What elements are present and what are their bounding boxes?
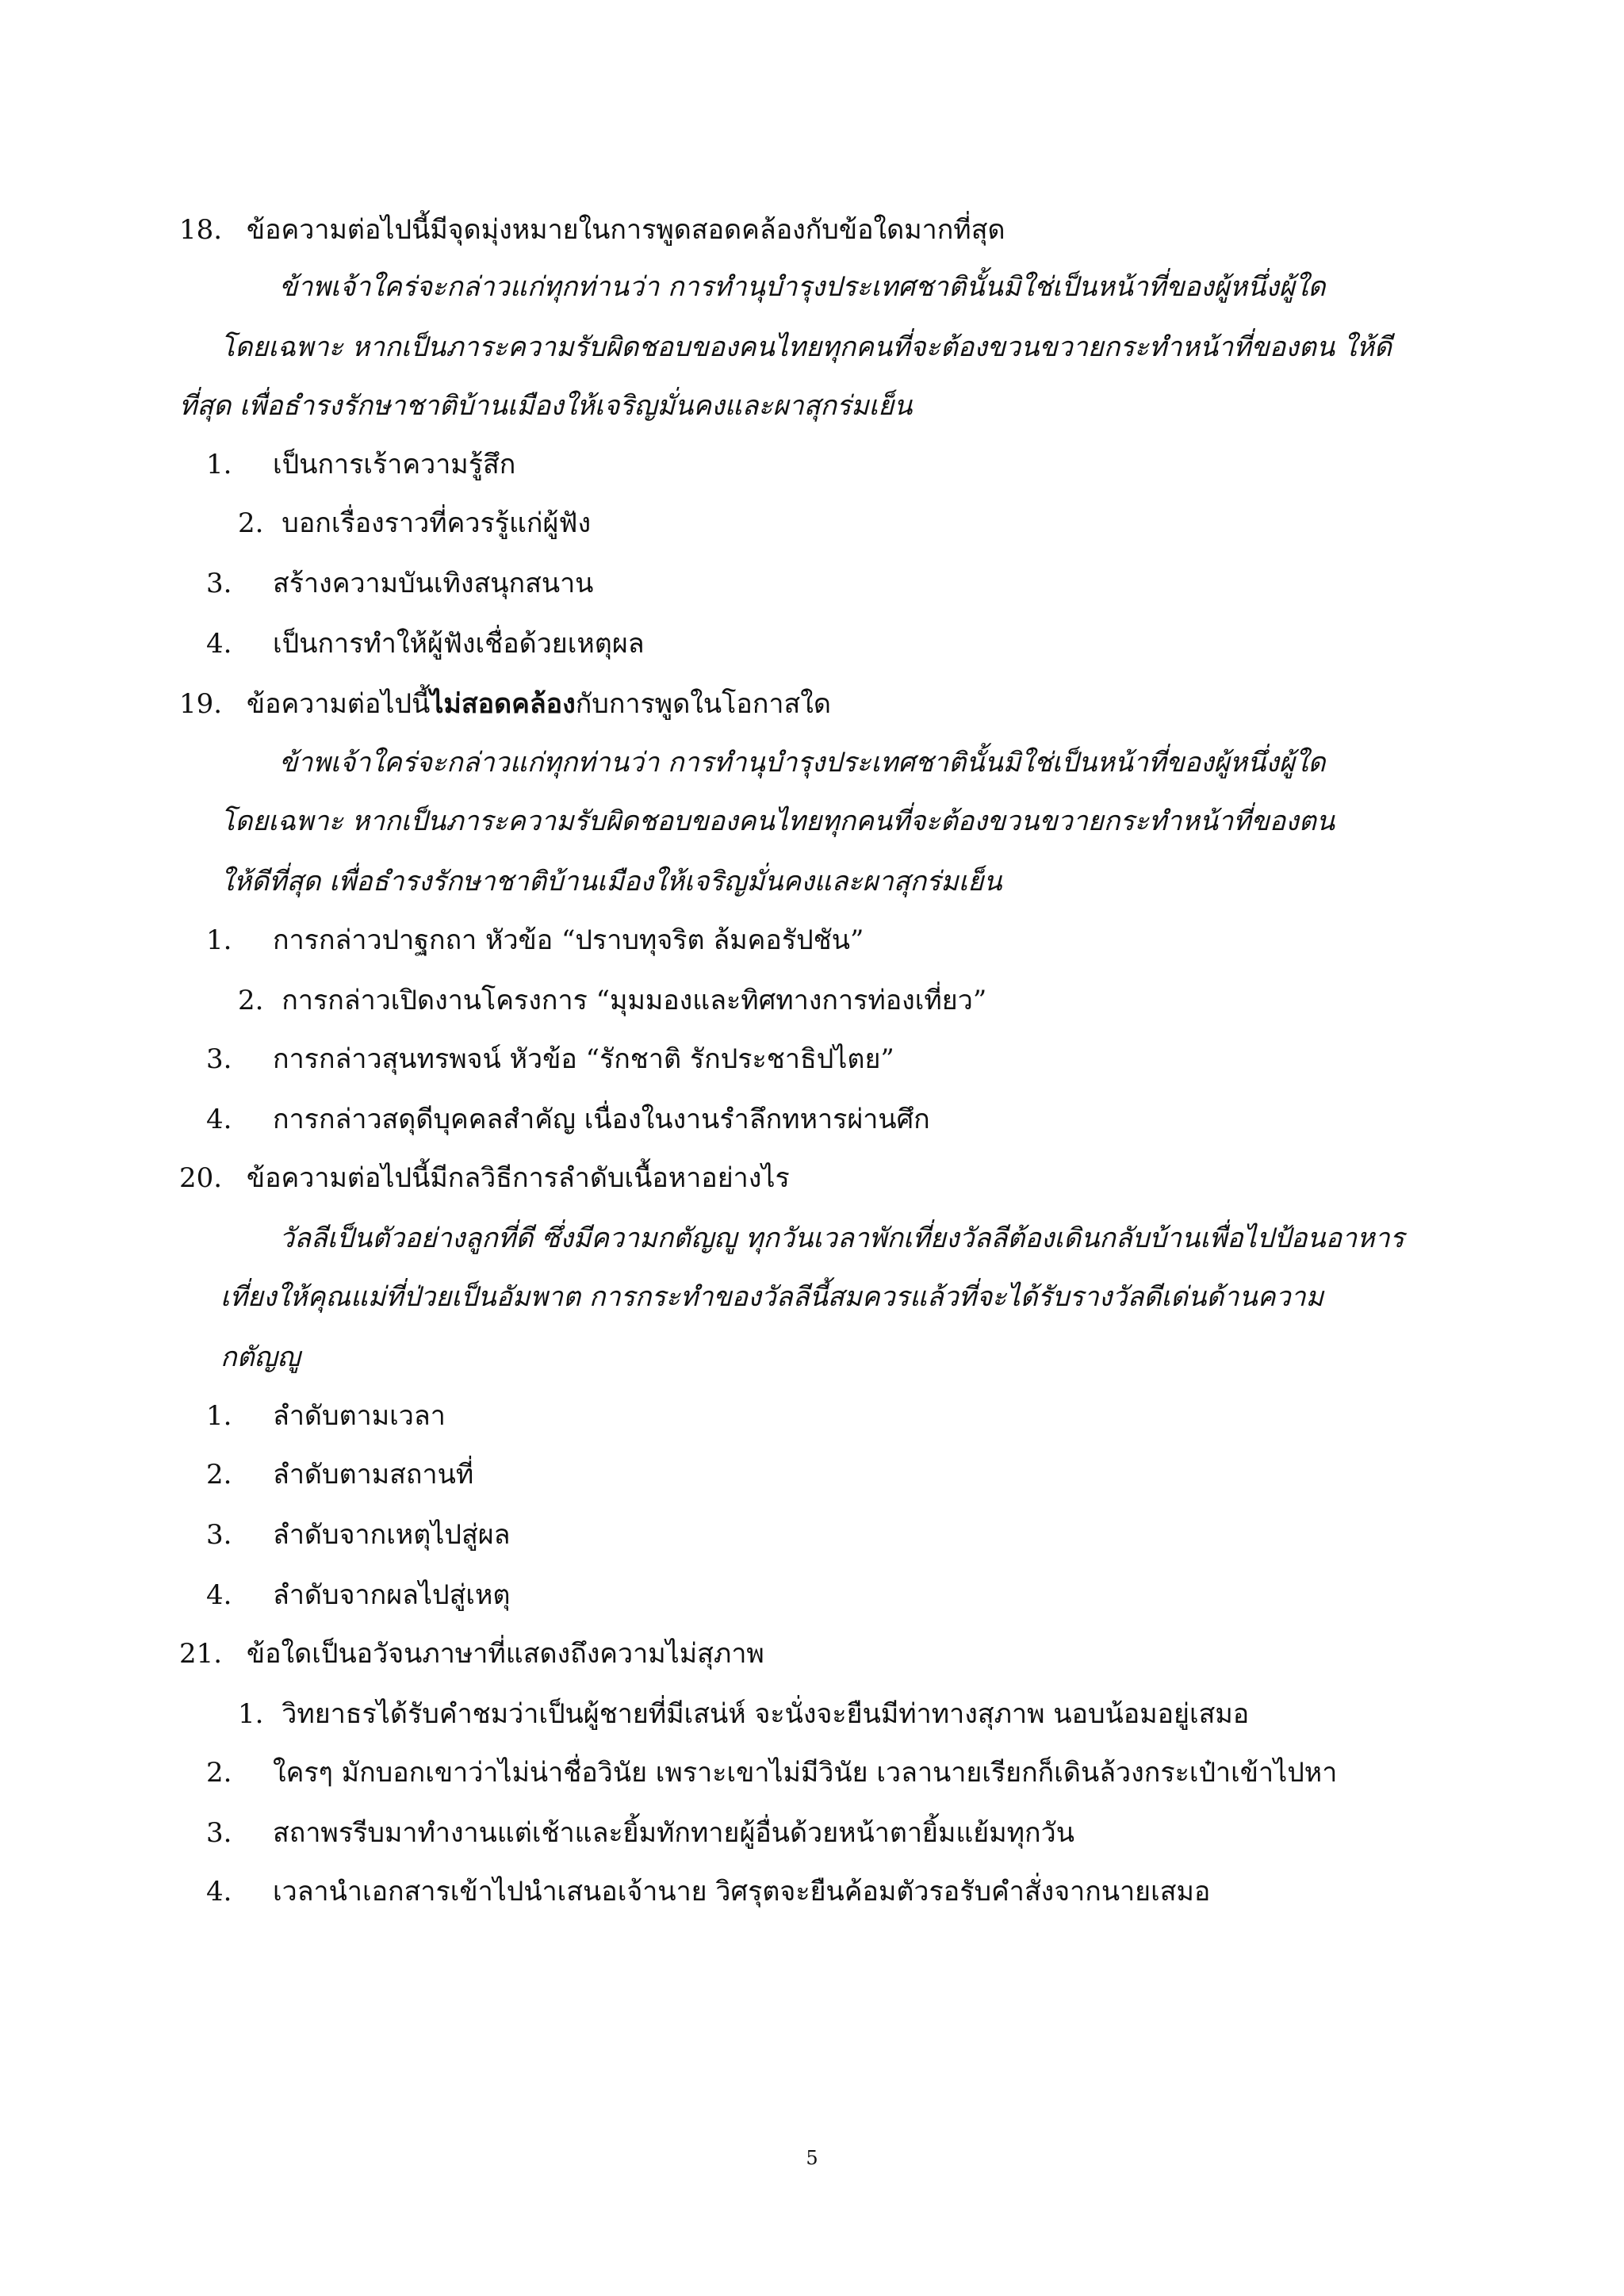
option-text: ลำดับตามเวลา: [273, 1400, 446, 1432]
question-18: [179, 211, 1005, 249]
option-number: 2.: [206, 1757, 232, 1789]
page-number: 5: [806, 2147, 818, 2169]
option-number: 4.: [206, 1579, 232, 1611]
option-item: [206, 1397, 446, 1435]
option-item: [206, 1516, 511, 1554]
option-item: [206, 1814, 1074, 1852]
question-stem: [247, 688, 831, 720]
option-text: สร้างความบันเทิงสนุกสนาน: [273, 568, 594, 599]
question-stem: ข้อใดเป็นอวัจนภาษาที่แสดงถึงความไม่สุภาพ: [246, 1638, 764, 1670]
option-text: ใครๆ มักบอกเขาว่าไม่น่าชื่อวินัย เพราะเขาไม่มีวินัย เวลานายเรียกก็เดินล้วงกระเป๋าเข้าไปหา: [273, 1757, 1338, 1789]
option-number: 4.: [206, 1876, 232, 1908]
option-number: 2.: [238, 985, 264, 1016]
option-text: ลำดับจากเหตุไปสู่ผล: [273, 1519, 511, 1551]
option-text: การกล่าวปาฐกถา หัวข้อ “ปราบทุจริต ล้มคอรัปชัน”: [273, 924, 864, 956]
option-number: 2.: [238, 507, 264, 539]
passage-line: ที่สุด เพื่อธำรงรักษาชาติบ้านเมืองให้เจริญมั่นคงและผาสุกร่มเย็น: [179, 390, 913, 422]
option-item: [238, 1695, 1249, 1733]
option-text: สถาพรรีบมาทำงานแต่เช้าและยิ้มทักทายผู้อื่นด้วยหน้าตายิ้มแย้มทุกวัน: [273, 1817, 1074, 1849]
option-item: [206, 921, 864, 959]
question-stem: ข้อความต่อไปนี้มีกลวิธีการลำดับเนื้อหาอย่างไร: [246, 1162, 790, 1194]
option-text: เป็นการทำให้ผู้ฟังเชื่อด้วยเหตุผล: [273, 628, 645, 660]
option-item: [206, 1754, 1338, 1792]
option-number: 1.: [238, 1698, 264, 1730]
passage-line: ข้าพเจ้าใคร่จะกล่าวแก่ทุกท่านว่า การทำนุบำรุงประเทศชาตินั้นมิใช่เป็นหน้าที่ของผู้หนึ่งผู้ใด: [279, 271, 1326, 303]
question-20: [179, 1159, 790, 1197]
question-number: 21.: [179, 1638, 223, 1670]
option-number: 1.: [206, 924, 232, 956]
option-text: เป็นการเร้าความรู้สึก: [273, 449, 516, 480]
question-number: 20.: [179, 1162, 223, 1194]
stem-emphasis: ไม่สอดคล้อง: [430, 688, 576, 720]
question-number: 18.: [179, 214, 223, 246]
option-number: 2.: [206, 1459, 232, 1490]
question-21: [179, 1635, 764, 1673]
option-number: 1.: [206, 1400, 232, 1432]
option-item: [206, 1873, 1211, 1911]
option-item: [238, 982, 986, 1020]
option-text: ลำดับตามสถานที่: [273, 1459, 474, 1490]
stem-text: กับการพูดในโอกาสใด: [575, 688, 831, 720]
question-stem: ข้อความต่อไปนี้มีจุดมุ่งหมายในการพูดสอดคล้องกับข้อใดมากที่สุด: [246, 214, 1005, 246]
passage-line: ให้ดีที่สุด เพื่อธำรงรักษาชาติบ้านเมืองให้เจริญมั่นคงและผาสุกร่มเย็น: [220, 866, 1002, 897]
option-item: [206, 625, 645, 663]
passage-line: กตัญญู: [220, 1341, 301, 1373]
option-number: 3.: [206, 568, 232, 599]
option-item: [206, 1040, 894, 1078]
passage-line: วัลลีเป็นตัวอย่างลูกที่ดี ซึ่งมีความกตัญญู ทุกวันเวลาพักเที่ยงวัลลีต้องเดินกลับบ้านเพื่อไปป้อนอาหาร: [279, 1223, 1404, 1254]
option-item: [206, 446, 516, 484]
option-number: 1.: [206, 449, 232, 480]
option-text: เวลานำเอกสารเข้าไปนำเสนอเจ้านาย วิศรุตจะยืนค้อมตัวรอรับคำสั่งจากนายเสมอ: [273, 1876, 1211, 1908]
stem-text: ข้อความต่อไปนี้: [246, 688, 431, 720]
option-number: 4.: [206, 1104, 232, 1135]
question-number: 19.: [179, 688, 223, 720]
option-text: การกล่าวเปิดงานโครงการ “มุมมองและทิศทางการท่องเที่ยว”: [282, 985, 987, 1016]
passage-line: โดยเฉพาะ หากเป็นภาระความรับผิดชอบของคนไทยทุกคนที่จะต้องขวนขวายกระทำหน้าที่ของตน ให้ดี: [220, 331, 1392, 363]
passage-line: เที่ยงให้คุณแม่ที่ป่วยเป็นอัมพาต การกระทำของวัลลีนี้สมควรแล้วที่จะได้รับรางวัลดีเด่นด้านความ: [220, 1281, 1324, 1313]
passage-line: ข้าพเจ้าใคร่จะกล่าวแก่ทุกท่านว่า การทำนุบำรุงประเทศชาตินั้นมิใช่เป็นหน้าที่ของผู้หนึ่งผู้ใด: [279, 747, 1326, 779]
option-item: [206, 1576, 511, 1614]
passage-line: โดยเฉพาะ หากเป็นภาระความรับผิดชอบของคนไทยทุกคนที่จะต้องขวนขวายกระทำหน้าที่ของตน: [220, 806, 1335, 837]
option-text: การกล่าวสดุดีบุคคลสำคัญ เนื่องในงานรำลึกทหารผ่านศึก: [273, 1104, 930, 1135]
option-text: วิทยาธรได้รับคำชมว่าเป็นผู้ชายที่มีเสน่ห์ จะนั่งจะยืนมีท่าทางสุภาพ นอบน้อมอยู่เสมอ: [282, 1698, 1250, 1730]
option-item: [206, 564, 594, 603]
option-number: 4.: [206, 628, 232, 660]
option-number: 3.: [206, 1817, 232, 1849]
option-number: 3.: [206, 1519, 232, 1551]
option-text: บอกเรื่องราวที่ควรรู้แก่ผู้ฟัง: [282, 507, 592, 539]
question-19: [179, 685, 831, 723]
option-text: ลำดับจากผลไปสู่เหตุ: [273, 1579, 511, 1611]
option-number: 3.: [206, 1043, 232, 1075]
option-text: การกล่าวสุนทรพจน์ หัวข้อ “รักชาติ รักประชาธิปไตย”: [273, 1043, 894, 1075]
option-item: [238, 504, 591, 542]
option-item: [206, 1456, 474, 1494]
option-item: [206, 1100, 930, 1138]
